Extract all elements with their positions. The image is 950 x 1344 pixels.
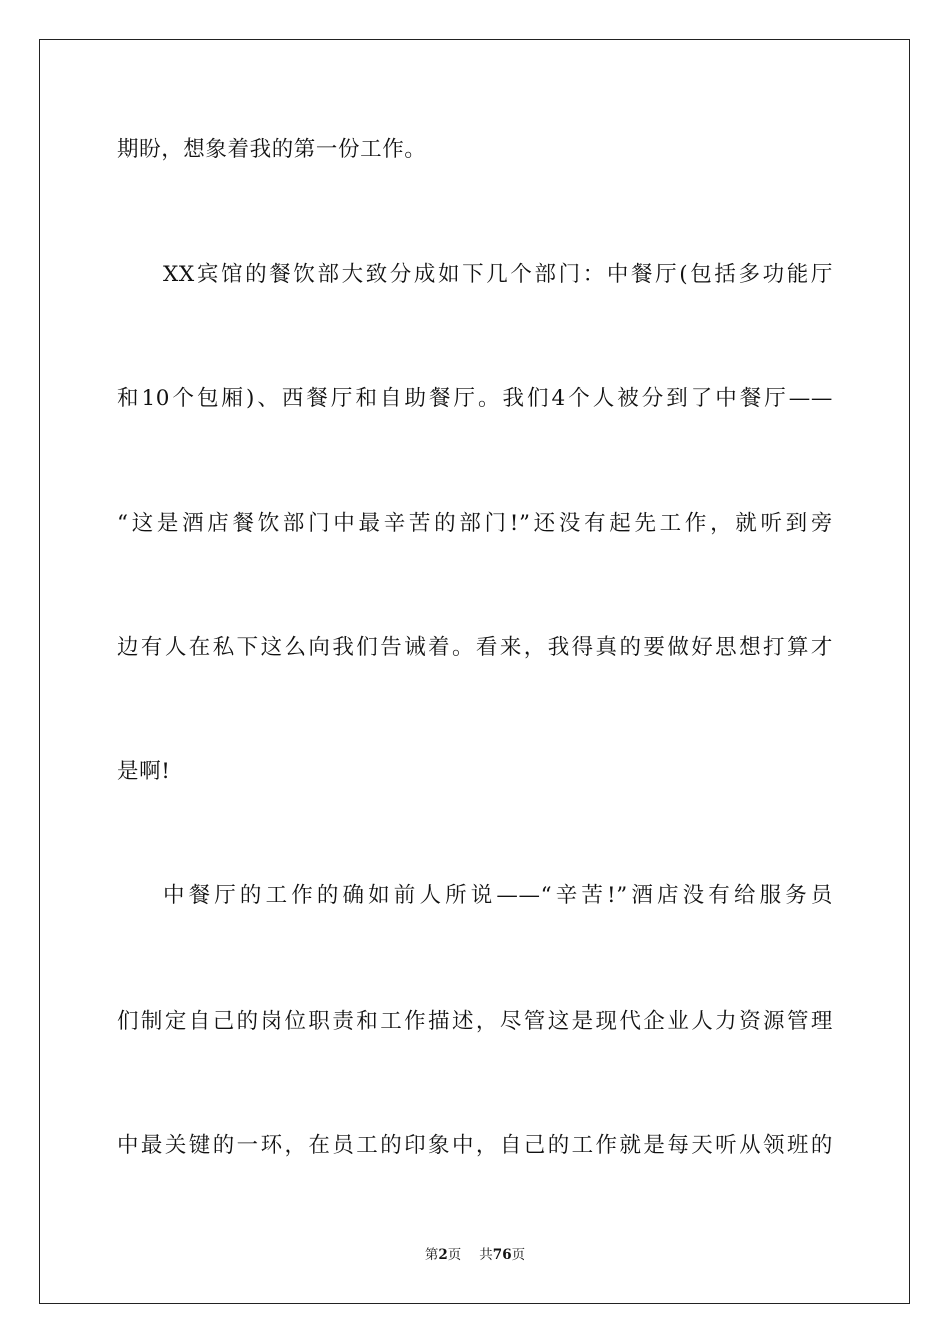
total-label-prefix: 共: [479, 1247, 493, 1263]
paragraph-line-1: 期盼，想象着我的第一份工作。: [117, 137, 427, 162]
page-border: [39, 39, 910, 1304]
paragraph-line-2: XX宾馆的餐饮部大致分成如下几个部门：中餐厅(包括多功能厅: [163, 262, 833, 287]
page-footer: [0, 1246, 950, 1264]
paragraph-line-4: “这是酒店餐饮部门中最辛苦的部门!”还没有起先工作，就听到旁: [117, 511, 833, 536]
total-label-suffix: 页: [511, 1247, 526, 1263]
paragraph-line-6: 是啊!: [117, 759, 171, 784]
paragraph-line-5: 边有人在私下这么向我们告诫着。看来，我得真的要做好思想打算才: [117, 635, 833, 660]
total-pages: 76: [492, 1247, 512, 1263]
page-label-suffix: 页: [447, 1247, 462, 1263]
page-number: 2: [438, 1247, 448, 1263]
paragraph-line-8: 们制定自己的岗位职责和工作描述，尽管这是现代企业人力资源管理: [117, 1009, 833, 1034]
paragraph-line-7: 中餐厅的工作的确如前人所说——“辛苦!”酒店没有给服务员: [163, 883, 833, 908]
paragraph-line-9: 中最关键的一环，在员工的印象中，自己的工作就是每天听从领班的: [117, 1133, 833, 1158]
page-label-prefix: 第: [424, 1247, 439, 1263]
paragraph-line-3: 和10个包厢)、西餐厅和自助餐厅。我们4个人被分到了中餐厅——: [117, 386, 833, 411]
